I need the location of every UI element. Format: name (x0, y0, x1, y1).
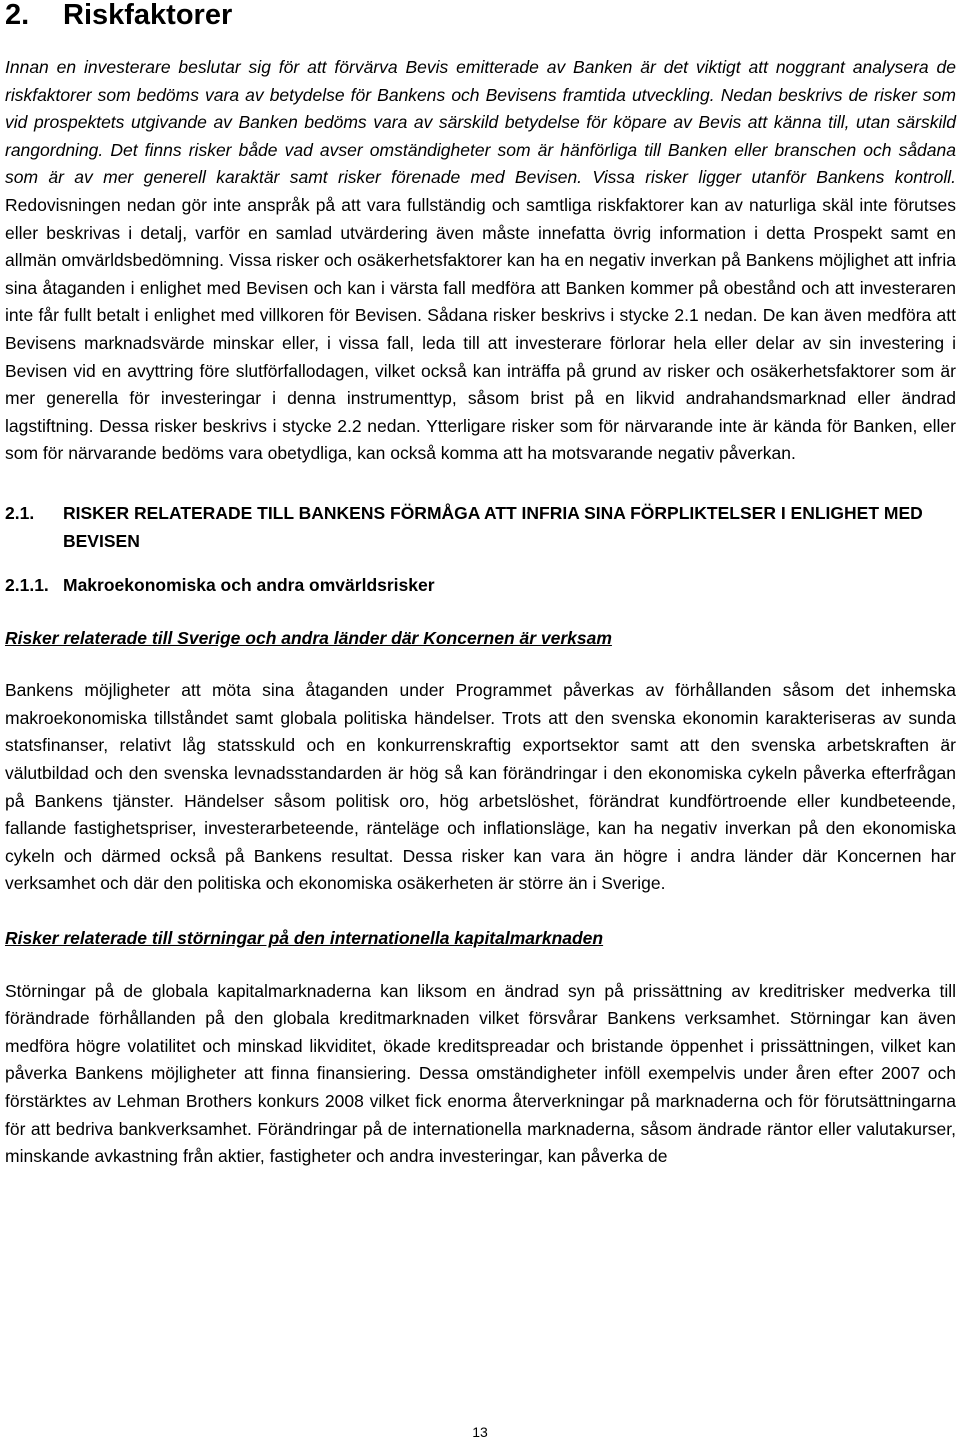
chapter-heading (5, 0, 956, 30)
topic-paragraph-capital-market: Störningar på de globala kapitalmarknaderna kan liksom en ändrad syn på prissättning av kreditrisker medverka till förändrade förhållanden på den globala kreditmarknaden vilket försvårar Bankens verksamhet. Störningar kan även medföra högre volatilitet och minskad likviditet, ökade kreditspreadar och bristande öppenhet i prissättningen, vilket kan påverka Bankens möjligheter att finna finansiering. Dessa omständigheter inföll exempelvis under åren efter 2007 och förstärktes av Lehman Brothers konkurs 2008 vilket fick enorma återverkningar på marknaderna och för förutsättningarna för att bedriva bankverksamhet. Förändringar på de internationella marknaderna, såsom ändrade räntor eller valutakurser, minskande avkastning från aktier, fastigheter och andra investeringar, kan påverka de (5, 980, 956, 1167)
topic-heading-sweden: Risker relaterade till Sverige och andra länder där Koncernen är verksam (5, 627, 612, 648)
subsection-title: Makroekonomiska och andra omvärldsrisker (63, 575, 435, 596)
intro-body-text: Redovisningen nedan gör inte anspråk på att vara fullständig och samtliga riskfaktorer kan av naturliga skäl inte förutses eller beskrivas i detalj, varför en samlad utvärdering även måste innefatta övrig information i detta Prospekt samt en allmän omvärldsbedömning. Vissa risker och osäkerhetsfaktorer kan ha en negativ inverkan på Bankens möjlighet att infria sina åtaganden i enlighet med Bevisen och kan i värsta fall medföra att Banken kommer på obestånd och att investeraren inte får fullt betalt i enlighet med villkoren för Bevisen. Sådana risker beskrivs i stycke 2.1 nedan. De kan även medföra att Bevisens marknadsvärde minskar eller, i vissa fall, leda till att investerare förlorar hela eller delar av sin investering i Bevisen vid en avyttring före slutförfallodagen, vilket också kan inträffa på grund av risker och osäkerhetsfaktorer som är mer generella för investeringar i denna instrumenttyp, såsom brist på en likvid andrahandsmarknad eller ändrad lagstiftning. Dessa risker beskrivs i stycke 2.2 nedan. Ytterligare risker som för närvarande inte är kända för Banken, eller som för närvarande bedöms vara obetydliga, kan också komma att ha motsvarande negativ påverkan. (5, 194, 956, 464)
page-number: 13 (472, 1424, 488, 1440)
chapter-number: 2. (5, 0, 30, 31)
section-heading (5, 500, 956, 555)
intro-text: Innan en investerare beslutar sig för att förvärva Bevis emitterade av Banken är det viktigt att noggrant analysera de riskfaktorer som bedöms vara av betydelse för Bankens och Bevisens framtida utveckling. Nedan beskrivs de risker som vid prospektets utgivande av Banken bedöms vara av särskild betydelse för köpare av Bevis att känna till, utan särskild rangordning. Det finns risker både vad avser omständigheter som är hänförliga till Banken eller branschen och sådana som är av mer generell karaktär samt risker förenade med Bevisen. Vissa risker ligger utanför Bankens kontroll. (5, 57, 956, 188)
topic-paragraph-sweden: Bankens möjligheter att möta sina åtaganden under Programmet påverkas av förhållanden såsom det inhemska makroekonomiska tillståndet samt globala politiska händelser. Trots att den svenska ekonomin karakteriseras av sunda statsfinanser, relativt låg statsskuld och en konkurrenskraftig exportsektor samt att den svenska arbetskraften är välutbildad och den svenska levnadsstandarden är hög så kan förändringar i den ekonomiska cykeln påverka efterfrågan på Bankens tjänster. Händelser såsom politisk oro, hög arbetslöshet, förändrat kundförtroende eller kundbeteende, fallande fastighetspriser, investerarbeteende, ränteläge och inflationsläge, kan ha negativ inverkan på den ekonomiska cykeln och därmed också på Bankens resultat. Dessa risker kan vara än högre i andra länder där Koncernen har verksamhet och där den politiska och ekonomiska osäkerheten är större än i Sverige. (5, 680, 956, 894)
section-number: 2.1. (5, 502, 35, 523)
document-page (5, 0, 956, 1171)
section-title: RISKER RELATERADE TILL BANKENS FÖRMÅGA ATT INFRIA SINA FÖRPLIKTELSER I ENLIGHET MED BEVISEN (63, 502, 923, 551)
intro-paragraph (5, 54, 956, 468)
topic-heading-capital-market: Risker relaterade till störningar på den internationella kapitalmarknaden (5, 928, 604, 949)
subsection-heading (5, 572, 956, 600)
chapter-title: Riskfaktorer (63, 0, 233, 31)
subsection-number: 2.1.1. (5, 575, 49, 596)
